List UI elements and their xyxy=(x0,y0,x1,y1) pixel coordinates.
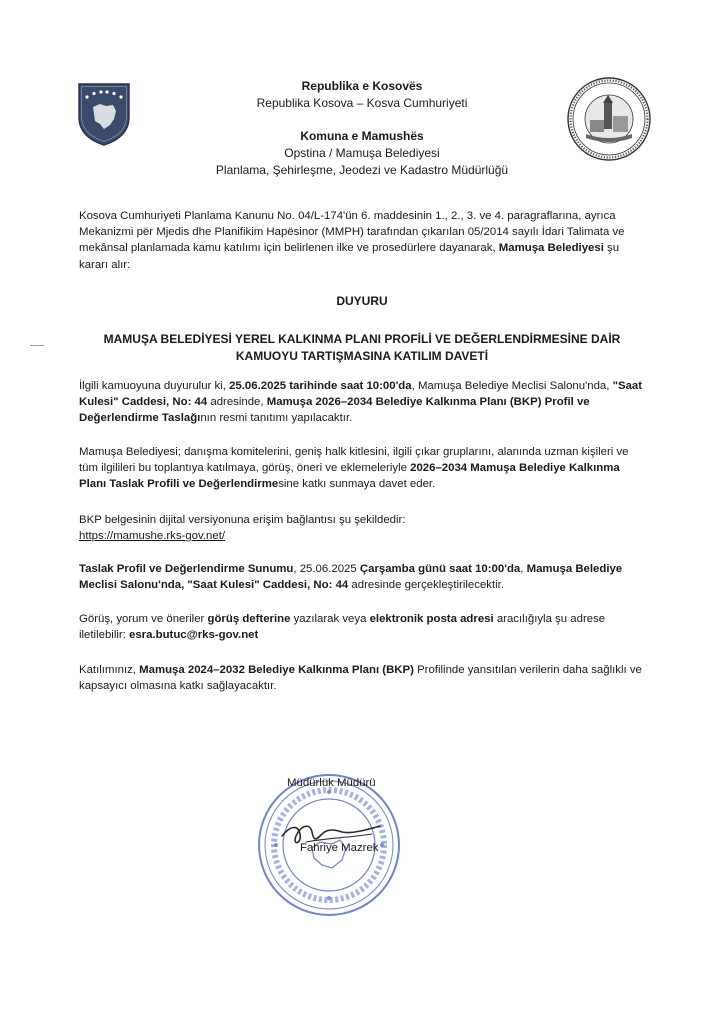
p4-text-3: adresinde gerçekleştirilecektir. xyxy=(348,579,504,592)
header-line-1: Republika e Kosovës xyxy=(301,79,423,93)
paragraph-feedback xyxy=(79,611,645,643)
municipality-seal-icon xyxy=(566,76,652,162)
p1-text-3: adresinde, xyxy=(207,396,267,409)
p2-text-1: Mamuşa Belediyesi; danışma komitelerini, geniş halk kitlesini, ilgili çıkar gruplarını, alanında uzman kişileri ve tüm ilgilileri bu toplantıya katılmaya, görüş, öneri ve eklemeleriyle xyxy=(79,446,629,475)
paragraph-invitation xyxy=(79,444,645,493)
p5-text-3: aracılığıyla şu adrese iletilebilir: xyxy=(79,613,606,642)
p2-bold-plan: 2026–2034 Mamuşa Belediye Kalkınma Planı Taslak Profili ve Değerlendirme xyxy=(79,462,620,491)
p1-bold-address: "Saat Kulesi" Caddesi, No: 44 xyxy=(79,380,643,409)
kosovo-emblem-icon xyxy=(76,81,132,147)
paragraph-link xyxy=(79,512,645,544)
intro-paragraph xyxy=(79,208,645,273)
p3-text: BKP belgesinin dijital versiyonuna erişim bağlantısı şu şekildedir: xyxy=(79,514,406,526)
p6-bold-plan: Mamuşa 2024–2032 Belediye Kalkınma Planı (BKP) xyxy=(139,664,414,676)
signatory-name: Fahriye Mazrek xyxy=(300,842,379,854)
header-line-2: Republika Kosova – Kosva Cumhuriyeti xyxy=(256,96,468,110)
paragraph-closing xyxy=(79,662,645,694)
p1-bold-plan: Mamuşa 2026–2034 Belediye Kalkınma Planı (BKP) Profil ve Değerlendirme Taslağı xyxy=(79,396,590,425)
header-line-5: Planlama, Şehirleşme, Jeodezi ve Kadastro Müdürlüğü xyxy=(215,163,509,177)
p4-bold-venue: Mamuşa Belediye Meclisi Salonu'nda, "Saat Kulesi" Caddesi, No: 44 xyxy=(79,563,623,592)
p4-bold-title: Taslak Profil ve Değerlendirme Sunumu xyxy=(79,563,294,575)
p5-bold-email-label: elektronik posta adresi xyxy=(369,613,494,625)
header-line-3: Komuna e Mamushës xyxy=(300,129,424,143)
header-republic xyxy=(200,78,524,112)
p2-text-2: sine katkı sunmaya davet eder. xyxy=(278,478,436,491)
margin-mark xyxy=(30,345,44,346)
paragraph-announcement xyxy=(79,378,645,427)
header-line-4: Opstina / Mamuşa Belediyesi xyxy=(284,146,440,160)
p5-text-1: Görüş, yorum ve öneriler xyxy=(79,613,208,625)
notice-title: DUYURU xyxy=(336,294,388,308)
intro-text-end: şu kararı alır: xyxy=(79,242,620,271)
p1-text-4: nın resmi tanıtımı yapılacaktır. xyxy=(200,412,353,425)
p5-text-2: yazılarak veya xyxy=(290,613,370,625)
p4-bold-time: Çarşamba günü saat 10:00'da xyxy=(359,563,521,575)
p6-text-1: Katılımınız, xyxy=(79,664,140,676)
p1-text-2: , Mamuşa Belediye Meclisi Salonu'nda, xyxy=(411,380,613,392)
signatory-role: Müdürlük Müdürü xyxy=(287,777,376,789)
paragraph-presentation xyxy=(79,561,645,593)
intro-bold-municipality: Mamuşa Belediyesi xyxy=(498,242,604,255)
p6-text-2: Profilinde yansıtılan verilerin daha sağlıklı ve kapsayıcı olmasına katkı sağlayacaktır. xyxy=(79,664,642,693)
header-municipality xyxy=(200,128,524,179)
p4-text-1: , 25.06.2025 xyxy=(293,563,360,575)
contact-email: esra.butuc@rks-gov.net xyxy=(129,629,259,642)
p1-text-1: İlgili kamuoyuna duyurulur ki, xyxy=(79,380,230,392)
notice-subtitle: MAMUŞA BELEDİYESİ YEREL KALKINMA PLANI PROFİLİ VE DEĞERLENDİRMESİNE DAİR KAMUOYU TARTIŞMASINA KATILIM DAVETİ xyxy=(103,332,621,363)
intro-text: Kosova Cumhuriyeti Planlama Kanunu No. 04/L-174'ün 6. maddesinin 1., 2., 3. ve 4. paragraflarına, ayrıca Mekanizmi për Mjedis dhe Planifikim Hapësinor (MMPH) tarafından çıkarılan 05/2014 sayılı İdari Talimata ve mekânsal planlamada kamu katılımı için belirlenen ilke ve prosedürlere dayanarak, xyxy=(79,210,625,255)
bkp-document-link[interactable]: https://mamushe.rks-gov.net/ xyxy=(79,530,226,543)
p1-bold-date: 25.06.2025 tarihinde saat 10:00'da xyxy=(229,380,412,392)
p5-bold-notebook: görüş defterine xyxy=(207,613,291,625)
p4-text-2: , xyxy=(520,563,527,575)
